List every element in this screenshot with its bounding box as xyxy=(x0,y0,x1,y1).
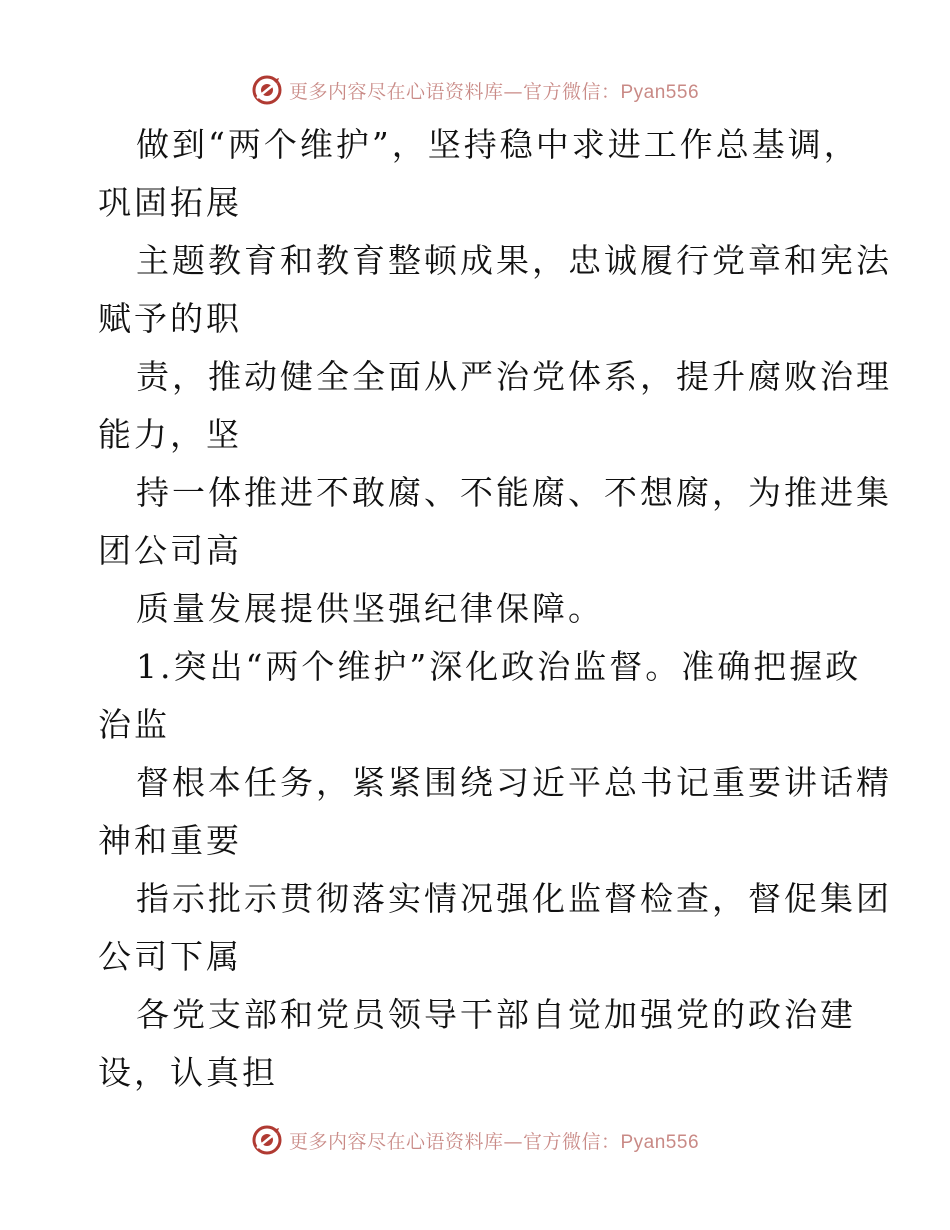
footer-banner xyxy=(0,1120,950,1160)
body-line: 赋予的职 xyxy=(98,299,242,338)
body-line: 做到“两个维护”，坚持稳中求进工作总基调， xyxy=(136,125,860,164)
body-line: 神和重要 xyxy=(98,821,242,860)
logo-icon xyxy=(251,1124,283,1156)
header-banner xyxy=(0,70,950,110)
body-line: 巩固拓展 xyxy=(98,183,242,222)
body-line: 责，推动健全全面从严治党体系，提升腐败治理 xyxy=(136,357,892,396)
body-line: 指示批示贯彻落实情况强化监督检查，督促集团 xyxy=(136,879,892,918)
footer-banner-text xyxy=(289,1127,699,1154)
body-line: 治监 xyxy=(98,705,170,744)
logo-icon xyxy=(251,74,283,106)
document-body xyxy=(98,116,892,1102)
header-banner-label: 更多内容尽在心语资料库—官方微信： xyxy=(288,80,621,103)
body-line: 公司下属 xyxy=(98,937,242,976)
body-line: 主题教育和教育整顿成果，忠诚履行党章和宪法 xyxy=(136,241,892,280)
body-line: 督根本任务，紧紧围绕习近平总书记重要讲话精 xyxy=(136,763,892,802)
footer-wechat-id: Pyan556 xyxy=(620,1131,700,1153)
body-line: 质量发展提供坚强纪律保障。 xyxy=(136,589,604,628)
footer-banner-label: 更多内容尽在心语资料库—官方微信： xyxy=(288,1130,621,1153)
header-wechat-id: Pyan556 xyxy=(620,81,700,103)
body-line: 团公司高 xyxy=(98,531,242,570)
body-line: 各党支部和党员领导干部自觉加强党的政治建 xyxy=(136,995,856,1034)
body-line: 1.突出“两个维护”深化政治监督。准确把握政 xyxy=(136,647,862,686)
header-banner-text xyxy=(289,77,699,104)
body-line: 设，认真担 xyxy=(98,1053,278,1092)
body-line: 持一体推进不敢腐、不能腐、不想腐，为推进集 xyxy=(136,473,892,512)
body-line: 能力，坚 xyxy=(98,415,242,454)
